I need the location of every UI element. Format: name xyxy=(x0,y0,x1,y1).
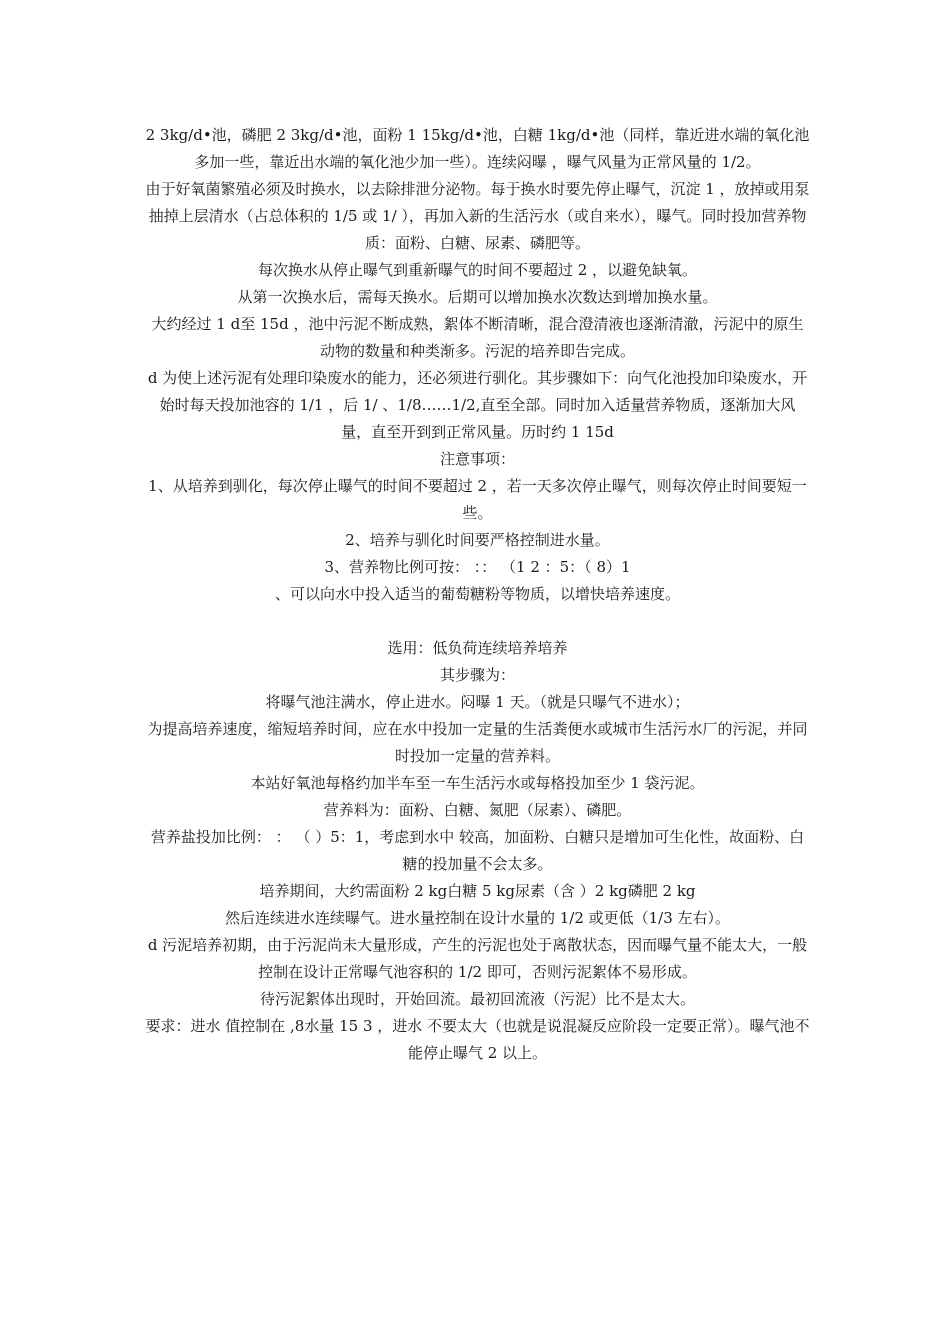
note-item-1: 1、从培养到驯化，每次停止曝气的时间不要超过 2 ，若一天多次停止曝气，则每次停止时间要短一些。 xyxy=(148,477,807,522)
heading-selection: 选用：低负荷连续培养培养 xyxy=(387,639,568,657)
step-fill-tank: 将曝气池注满水，停止进水。闷曝 1 天。（就是只曝气不进水）； xyxy=(265,693,690,711)
step-nutrients: 营养料为：面粉、白糖、氮肥（尿素）、磷肥。 xyxy=(323,801,632,819)
step-station-dosage: 本站好氧池每格约加半车至一车生活污水或每格投加至少 1 袋污泥。 xyxy=(250,774,705,792)
note-item-4: 、可以向水中投入适当的葡萄糖粉等物质，以增快培养速度。 xyxy=(274,585,680,603)
paragraph-water-exchange: 由于好氧菌繁殖必须及时换水，以去除排泄分泌物。每于换水时要先停止曝气，沉淀 1 ，放掉或用泵抽掉上层清水（占总体积的 1/5 或 1/ ），再加入新的生活污水（或自来水），曝气。同时投加营养物质：面粉、白糖、尿素、磷肥等。 xyxy=(145,180,810,252)
step-add-sludge: 为提高培养速度，缩短培养时间，应在水中投加一定量的生活粪便水或城市生活污水厂的污泥，并同时投加一定量的营养料。 xyxy=(147,720,808,765)
paragraph-exchange-interval: 每次换水从停止曝气到重新曝气的时间不要超过 2 ，以避免缺氧。 xyxy=(257,261,698,279)
step-nutrient-ratio: 营养盐投加比例： ： （ ）5：1，考虑到水中 较高，加面粉、白糖只是增加可生化性，故面粉、白糖的投加量不会太多。 xyxy=(150,828,805,873)
paragraph-domestication: d 为使上述污泥有处理印染废水的能力，还必须进行驯化。其步骤如下：向气化池投加印染废水，开始时每天投加池容的 1/1 ，后 1/ 、1/8……1/2,直至全部。同时加入适量营养物质，逐渐加大风量，直至开到到正常风量。历时约 1 15d xyxy=(147,369,808,441)
heading-steps: 其步骤为： xyxy=(439,666,515,684)
paragraph-nutrient-dosage: 2 3kg/d•池，磷肥 2 3kg/d•池，面粉 1 15kg/d•池，白糖 1kg/d•池（同样，靠近进水端的氧化池多加一些，靠近出水端的氧化池少加一些）。连续闷曝 ，曝气风量为正常风量的 1/2。 xyxy=(145,126,810,171)
paragraph-sludge-maturity: 大约经过 1 d至 15d ，池中污泥不断成熟，絮体不断清晰，混合澄清液也逐渐清澈，污泥中的原生动物的数量和种类渐多。污泥的培养即告完成。 xyxy=(151,315,804,360)
document-page xyxy=(145,122,810,1067)
note-item-3: 3、营养物比例可按： ：： （1 2 ：5：（ 8）1 xyxy=(324,558,631,576)
step-initial-aeration: d 污泥培养初期，由于污泥尚未大量形成，产生的污泥也处于离散状态，因而曝气量不能太大，一般控制在设计正常曝气池容积的 1/2 即可，否则污泥絮体不易形成。 xyxy=(147,936,808,981)
heading-notes: 注意事项： xyxy=(439,450,515,468)
paragraph-daily-exchange: 从第一次换水后，需每天换水。后期可以增加换水次数达到增加换水量。 xyxy=(237,288,718,306)
step-continuous-feed: 然后连续进水连续曝气。进水量控制在设计水量的 1/2 或更低（1/3 左右）。 xyxy=(224,909,731,927)
blank-line xyxy=(145,608,810,635)
note-item-2: 2、培养与驯化时间要严格控制进水量。 xyxy=(345,531,610,549)
step-nutrient-amounts: 培养期间，大约需面粉 2 kg白糖 5 kg尿素（含 ）2 kg磷肥 2 kg xyxy=(259,882,696,900)
step-return-flow: 待污泥絮体出现时，开始回流。最初回流液（污泥）比不是太大。 xyxy=(259,990,695,1008)
step-requirements: 要求：进水 值控制在 ,8水量 15 3 ，进水 不要太大（也就是说混凝反应阶段一定要正常）。曝气池不能停止曝气 2 以上。 xyxy=(145,1017,810,1062)
